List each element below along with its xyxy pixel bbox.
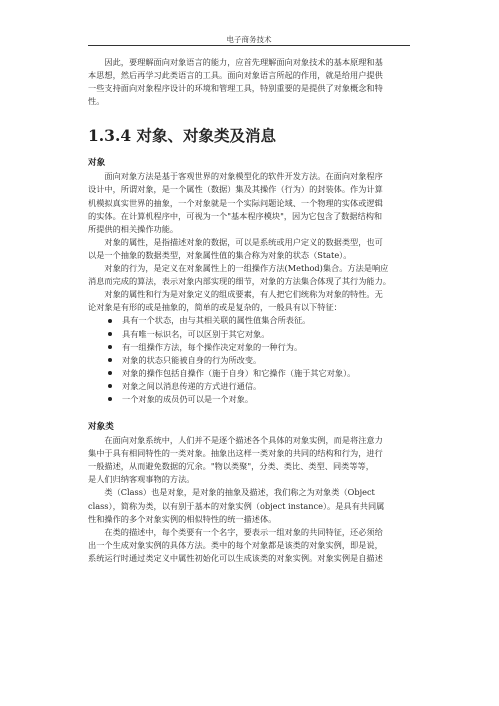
intro-paragraph [88, 56, 410, 108]
list-item-text: 对象的操作包括自操作（施于自身）和它操作（施于其它对象）。 [122, 367, 356, 378]
text-line: 类（Class）也是对象，是对象的抽象及描述，我们称之为对象类（Object [104, 487, 375, 498]
list-item-text: 一个对象的成员仍可以是一个对象。 [122, 393, 254, 404]
object-paragraph [88, 170, 410, 235]
list-item [88, 380, 410, 393]
text-line: 出一个生成对象实例的具体方法。类中的每个对象都是该类的对象实例，即是说， [88, 539, 383, 550]
text-line: 论对象是有形的或是抽象的，简单的或是复杂的，一般具有以下特征： [88, 302, 342, 313]
list-item [88, 328, 410, 341]
text-line: 的实体。在计算机程序中，可视为一个"基本程序模块"，因为它包含了数据结构和 [88, 210, 383, 221]
list-item-text: 对象之间以消息传递的方式进行通信。 [122, 380, 262, 391]
object-paragraph [88, 288, 410, 314]
text-line: 因此，要理解面向对象语言的能力，应首先理解面向对象技术的基本原理和基 [104, 57, 383, 67]
list-item [88, 393, 410, 406]
running-header: 电子商务技术 [226, 35, 272, 44]
class-paragraph [88, 526, 410, 565]
bullet-icon [108, 397, 112, 401]
text-line: 在类的描述中，每个类要有一个名字，要表示一组对象的共同特征，还必须给 [104, 526, 383, 537]
page-content [88, 56, 410, 565]
text-line: 在面向对象系统中，人们并不是逐个描述各个具体的对象实例，而是将注意力 [104, 435, 383, 446]
bullet-icon [108, 371, 112, 375]
list-item-text: 具有唯一标识名，可以区别于其它对象。 [122, 328, 270, 339]
object-paragraph [88, 262, 410, 288]
text-line: 是人们归纳客观事物的方法。 [88, 474, 195, 485]
text-line: 集中于具有相同特性的一类对象。抽象出这样一类对象的共同的结构和行为，进行 [88, 448, 383, 459]
text-line: 以是一个抽象的数据类型，对象属性值的集合称为对象的状态（State）。 [88, 249, 352, 260]
list-item-text: 对象的状态只能被自身的行为所改变。 [122, 354, 262, 365]
text-line: 消息而完成的算法，表示对象内部实现的细节，对象的方法集合体现了其行为能力。 [88, 276, 391, 287]
text-line: 性。 [88, 96, 105, 107]
bullet-icon [108, 319, 112, 323]
list-item [88, 314, 410, 327]
class-paragraph [88, 434, 410, 486]
text-line: 本思想，然后再学习此类语言的工具。面向对象语言所起的作用，就是给用户提供 [88, 70, 383, 81]
subsection-heading-object: 对象 [88, 158, 106, 169]
bullet-icon [108, 345, 112, 349]
text-line: 面向对象方法是基于客观世界的对象模型化的软件开发方法。在面向对象程序 [104, 171, 383, 182]
text-line: 对象的属性和行为是对象定义的组成要素，有人把它们统称为对象的特性。无 [104, 289, 383, 300]
header-rule [88, 45, 410, 46]
text-line: 性和操作的多个对象实例的相似特性的统一描述体。 [88, 513, 277, 524]
text-line: 对象的属性，是指描述对象的数据，可以是系统或用户定义的数据类型，也可 [104, 236, 383, 247]
text-line: 系统运行时通过类定义中属性初始化可以生成该类的对象实例。对象实例是自描述 [88, 552, 383, 563]
bullet-icon [108, 332, 112, 336]
list-item [88, 341, 410, 354]
spacer [88, 406, 410, 416]
list-item-text: 具有一个状态，由与其相关联的属性值集合所表征。 [122, 315, 311, 326]
class-paragraph [88, 486, 410, 525]
text-line: class），简称为类，以有别于基本的对象实例（object instance）。是具有共同属 [88, 500, 385, 511]
list-item [88, 367, 410, 380]
text-line: 设计中，所谓对象，是一个属性（数据）集及其操作（行为）的封装体。作为计算 [88, 184, 383, 195]
bullet-icon [108, 384, 112, 388]
list-item-text: 有一组操作方法，每个操作决定对象的一种行为。 [122, 341, 303, 352]
text-line: 一些支持面向对象程序设计的环境和管理工具，特别重要的是提供了对象概念和特 [88, 83, 383, 94]
text-line: 一般描述，从而避免数据的冗余。"物以类聚"，分类、类比、类型、同类等等， [88, 461, 374, 472]
text-line: 所提供的相关操作功能。 [88, 223, 179, 234]
section-title: 1.3.4 对象、对象类及消息 [88, 126, 277, 146]
text-line: 对象的行为，是定义在对象属性上的一组操作方法(Method)集合。方法是响应 [104, 263, 389, 274]
feature-list [88, 314, 410, 406]
bullet-icon [108, 358, 112, 362]
list-item [88, 354, 410, 367]
object-paragraph [88, 236, 410, 262]
subsection-heading-class: 对象类 [88, 422, 114, 433]
text-line: 机模拟真实世界的抽象，一个对象就是一个实际问题论域、一个物理的实体或逻辑 [88, 197, 383, 208]
